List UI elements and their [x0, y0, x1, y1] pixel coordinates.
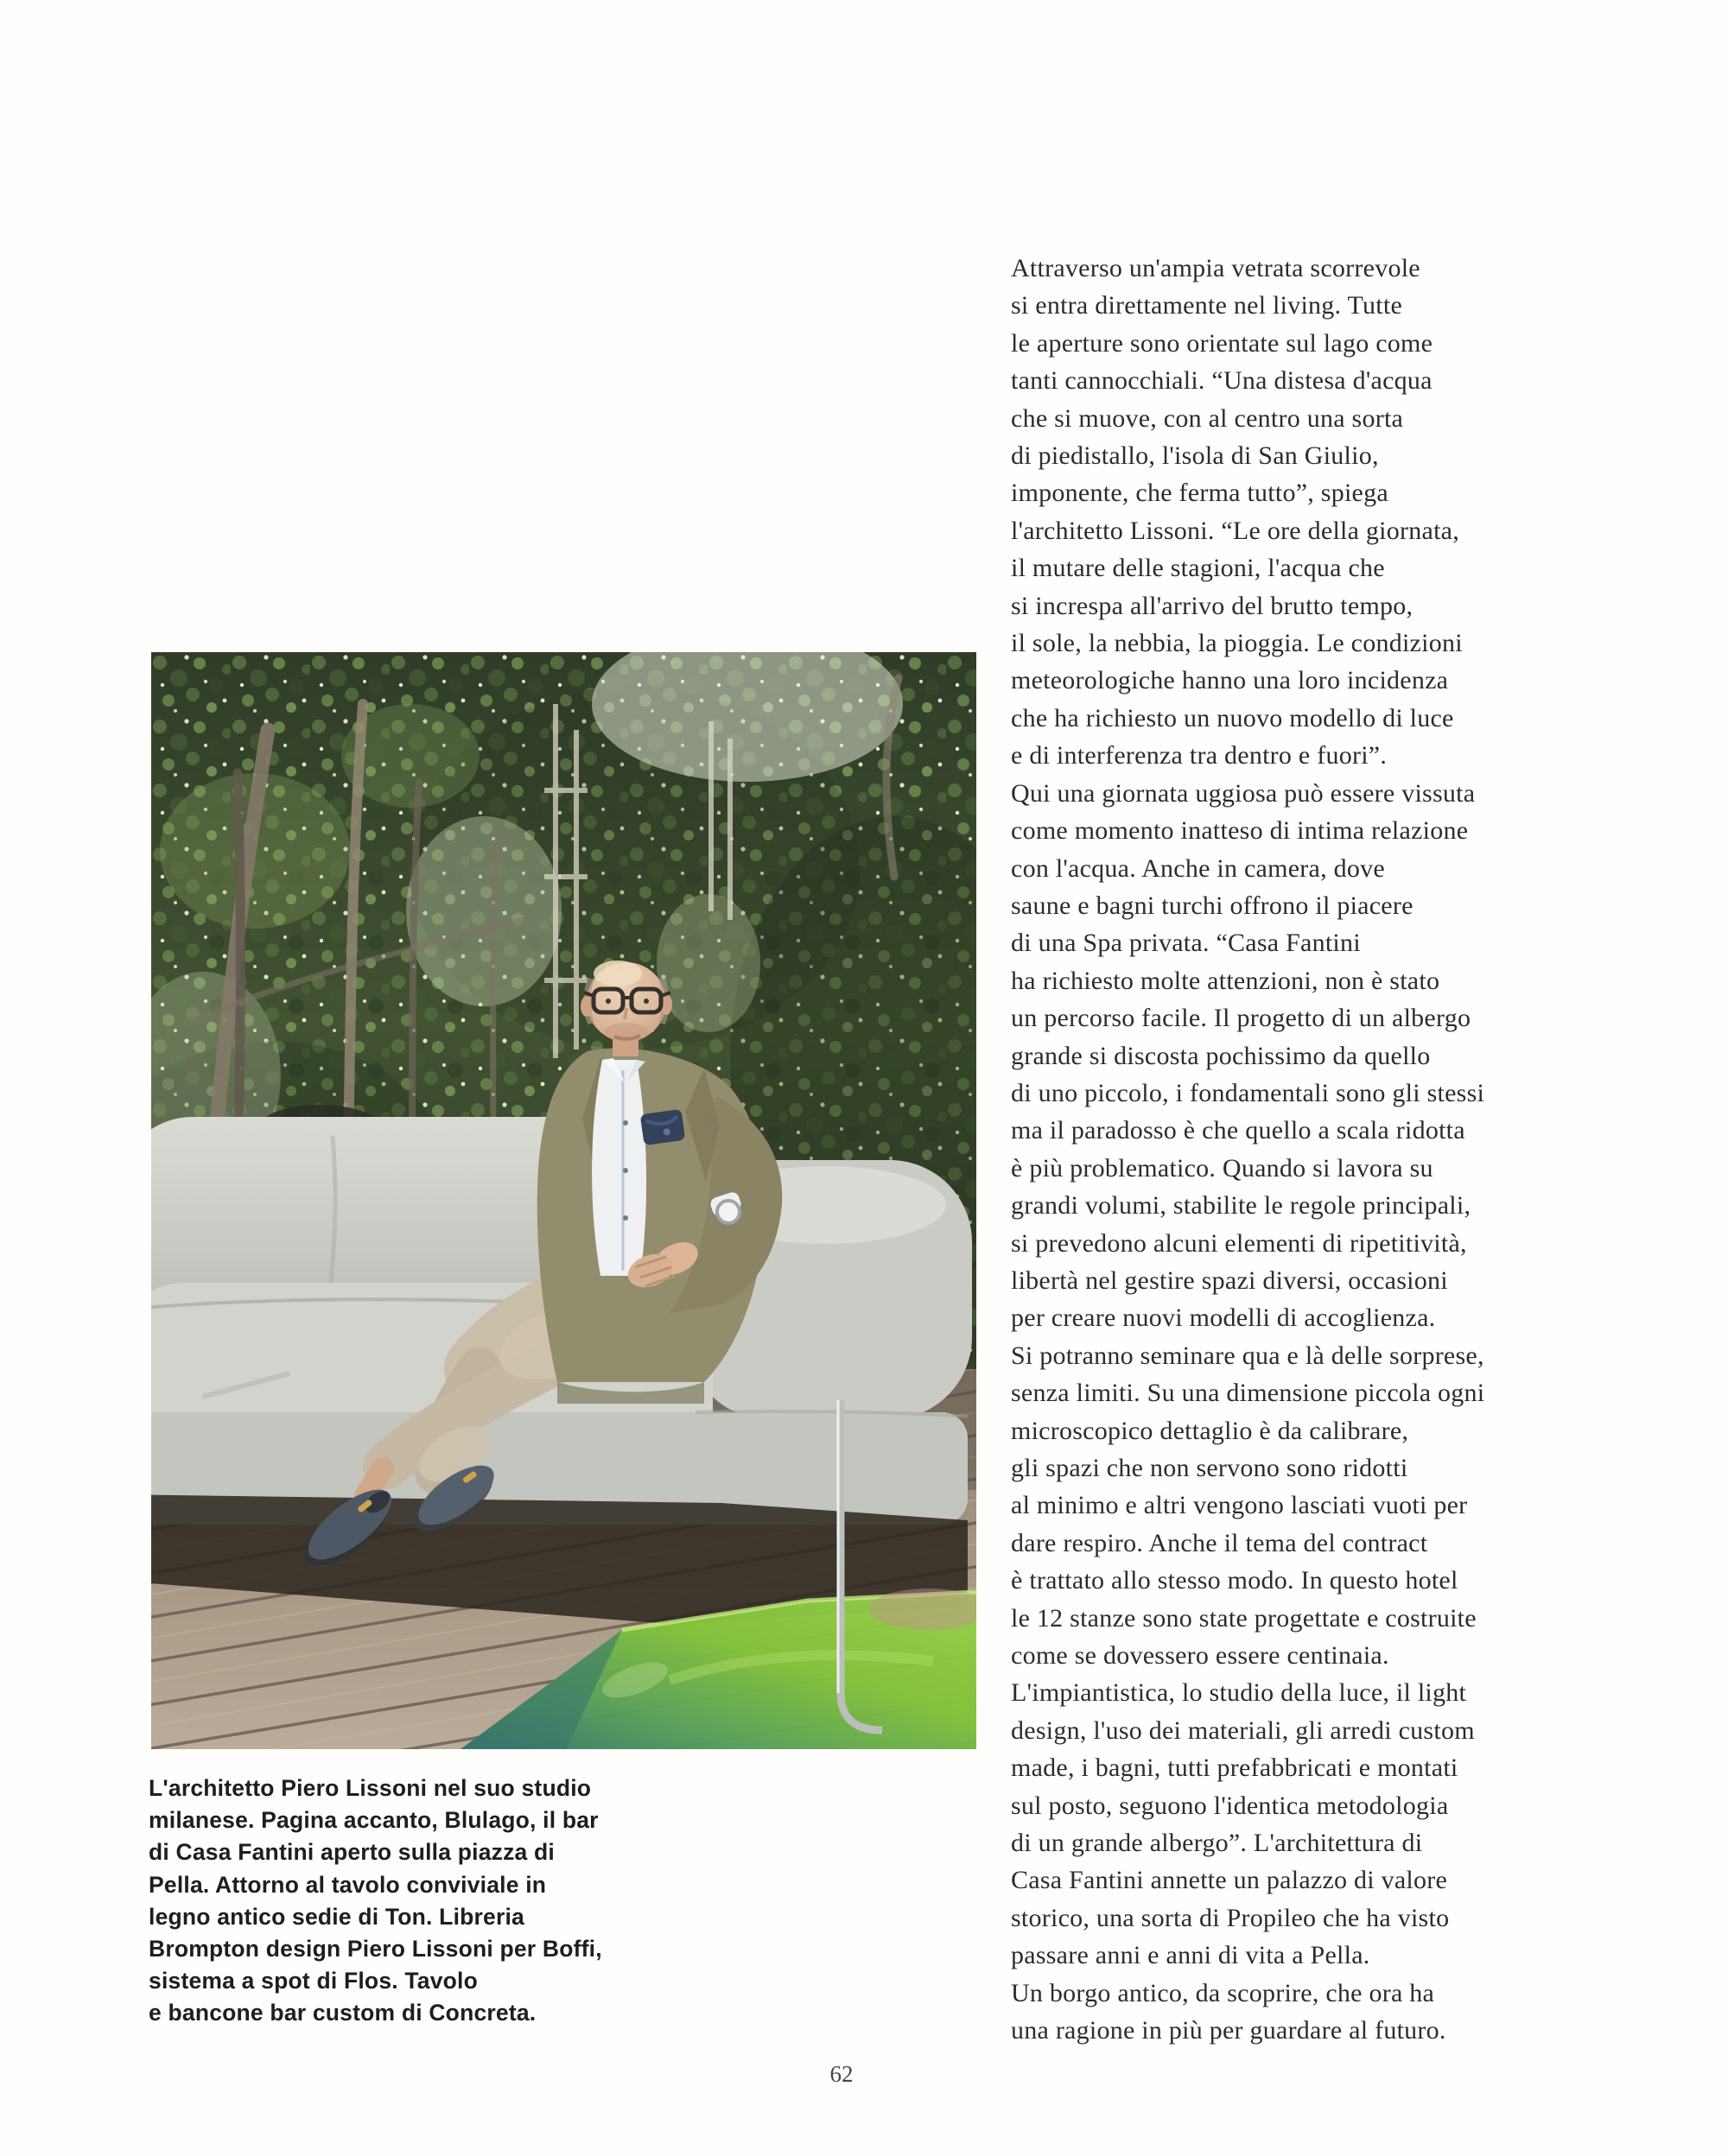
body-text-line: Attraverso un'ampia vetrata scorrevole [1011, 254, 1420, 282]
body-text-line: senza limiti. Su una dimensione piccola ogni [1011, 1379, 1485, 1408]
body-text-line: sul posto, seguono l'identica metodologia [1011, 1791, 1449, 1820]
body-text-line: di una Spa privata. “Casa Fantini [1011, 929, 1361, 958]
body-text-line: meteorologiche hanno una loro incidenza [1011, 666, 1449, 695]
body-text-line: si increspa all'arrivo del brutto tempo, [1011, 591, 1414, 620]
body-text-line: grande si discosta pochissimo da quello [1011, 1041, 1431, 1070]
body-text-line: Qui una giornata uggiosa può essere vissuta [1011, 778, 1476, 808]
article-body-column [1011, 250, 1607, 2050]
photo-caption [149, 1772, 602, 2030]
body-text-line: le aperture sono orientate sul lago come [1011, 328, 1433, 358]
body-text-line: di piedistallo, l'isola di San Giulio, [1011, 441, 1379, 471]
body-text-line: ha richiesto molte attenzioni, non è stato [1011, 966, 1440, 995]
body-text-line: Si potranno seminare qua e là delle sorprese, [1011, 1341, 1484, 1370]
body-text-line: Casa Fantini annette un palazzo di valore [1011, 1866, 1448, 1895]
body-text-line: imponente, che ferma tutto”, spiega [1011, 479, 1388, 508]
caption-line: Pella. Attorno al tavolo conviviale in [149, 1871, 547, 1898]
body-text-line: gli spazi che non servono sono ridotti [1011, 1454, 1408, 1482]
body-text-line: storico, una sorta di Propileo che ha visto [1011, 1903, 1450, 1932]
body-text-line: è più problematico. Quando si lavora su [1011, 1153, 1433, 1183]
body-text-line: passare anni e anni di vita a Pella. [1011, 1941, 1370, 1970]
caption-line: L'architetto Piero Lissoni nel suo studio [149, 1775, 592, 1801]
body-text-line: il mutare delle stagioni, l'acqua che [1011, 554, 1385, 583]
body-text-line: di uno piccolo, i fondamentali sono gli stessi [1011, 1078, 1485, 1107]
body-text-line: tanti cannocchiali. “Una distesa d'acqua [1011, 366, 1433, 396]
body-text-line: è trattato allo stesso modo. In questo hotel [1011, 1566, 1458, 1595]
architect-photo-illustration [151, 652, 976, 1749]
caption-line: sistema a spot di Flos. Tavolo [149, 1968, 479, 1994]
body-text-line: grandi volumi, stabilite le regole principali, [1011, 1191, 1471, 1221]
body-text-line: L'impiantistica, lo studio della luce, il light [1011, 1678, 1467, 1708]
body-text-line: che si muove, con al centro una sorta [1011, 403, 1404, 433]
caption-line: milanese. Pagina accanto, Blulago, il bar [149, 1807, 599, 1834]
body-text-line: le 12 stanze sono state progettate e costruite [1011, 1603, 1477, 1633]
caption-line: Brompton design Piero Lissoni per Boffi, [149, 1936, 602, 1963]
body-text-line: e di interferenza tra dentro e fuori”. [1011, 741, 1388, 770]
body-text-line: saune e bagni turchi offrono il piacere [1011, 891, 1414, 920]
body-text-line: una ragione in più per guardare al futuro. [1011, 2016, 1446, 2045]
body-text-line: un percorso facile. Il progetto di un albergo [1011, 1004, 1471, 1033]
body-text-line: come momento inatteso di intima relazione [1011, 816, 1469, 846]
body-text-line: che ha richiesto un nuovo modello di luce [1011, 703, 1454, 732]
body-text-line: come se dovessero essere centinaia. [1011, 1641, 1389, 1671]
body-text-line: dare respiro. Anche il tema del contract [1011, 1528, 1428, 1557]
body-text-line: con l'acqua. Anche in camera, dove [1011, 853, 1385, 883]
body-text-line: ma il paradosso è che quello a scala ridotta [1011, 1116, 1465, 1145]
body-text-line: si entra direttamente nel living. Tutte [1011, 291, 1403, 320]
caption-line: e bancone bar custom di Concreta. [149, 2000, 537, 2026]
caption-line: legno antico sedie di Ton. Libreria [149, 1903, 524, 1930]
body-text-line: microscopico dettaglio è da calibrare, [1011, 1416, 1409, 1445]
architect-photo [151, 652, 976, 1749]
body-text-line: per creare nuovi modelli di accoglienza. [1011, 1303, 1436, 1333]
body-text-line: design, l'uso dei materiali, gli arredi custom [1011, 1715, 1475, 1745]
body-text-line: libertà nel gestire spazi diversi, occasioni [1011, 1265, 1448, 1295]
caption-line: di Casa Fantini aperto sulla piazza di [149, 1839, 555, 1866]
body-text-line: al minimo e altri vengono lasciati vuoti per [1011, 1491, 1468, 1520]
page-number: 62 [829, 2061, 854, 2087]
body-text-line: Un borgo antico, da scoprire, che ora ha [1011, 1978, 1435, 2007]
body-text-line: il sole, la nebbia, la pioggia. Le condizioni [1011, 629, 1463, 658]
body-text-line: made, i bagni, tutti prefabbricati e montati [1011, 1753, 1458, 1783]
body-text-line: l'architetto Lissoni. “Le ore della giornata, [1011, 516, 1459, 545]
body-text-line: di un grande albergo”. L'architettura di [1011, 1829, 1423, 1858]
body-text-line: si prevedono alcuni elementi di ripetitività, [1011, 1228, 1467, 1258]
